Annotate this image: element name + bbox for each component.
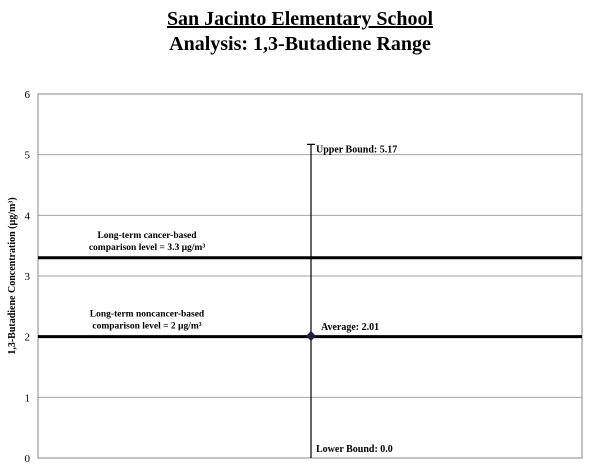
y-tick-label: 1 [24, 392, 30, 405]
y-tick-label: 4 [24, 210, 30, 223]
y-tick-label: 5 [24, 149, 30, 162]
gridlines [38, 155, 582, 398]
range-series [306, 144, 397, 458]
reference-label-cancer-line2: comparison level = 3.3 µg/m³ [88, 242, 206, 253]
lower-bound-label: Lower Bound: 0.0 [316, 444, 393, 455]
average-label: Average: 2.01 [321, 322, 380, 334]
reference-lines [38, 231, 582, 337]
reference-label-noncancer-line2: comparison level = 2 µg/m³ [92, 321, 202, 332]
y-tick-label: 3 [24, 271, 30, 283]
chart-title: San Jacinto Elementary School [166, 8, 434, 30]
y-tick-label: 2 [24, 331, 30, 344]
chart-subtitle: Analysis: 1,3-Butadiene Range [169, 33, 431, 55]
reference-label-cancer-line1: Long-term cancer-based [97, 230, 197, 241]
y-axis-ticks [25, 89, 31, 465]
upper-bound-label: Upper Bound: 5.17 [316, 144, 398, 156]
reference-label-noncancer-line1: Long-term noncancer-based [89, 309, 205, 320]
y-tick-label: 0 [24, 453, 30, 465]
y-tick-label: 6 [24, 89, 30, 101]
average-marker [306, 331, 316, 341]
y-axis-label: 1,3-Butadiene Concentration (µg/m³) [7, 197, 18, 355]
